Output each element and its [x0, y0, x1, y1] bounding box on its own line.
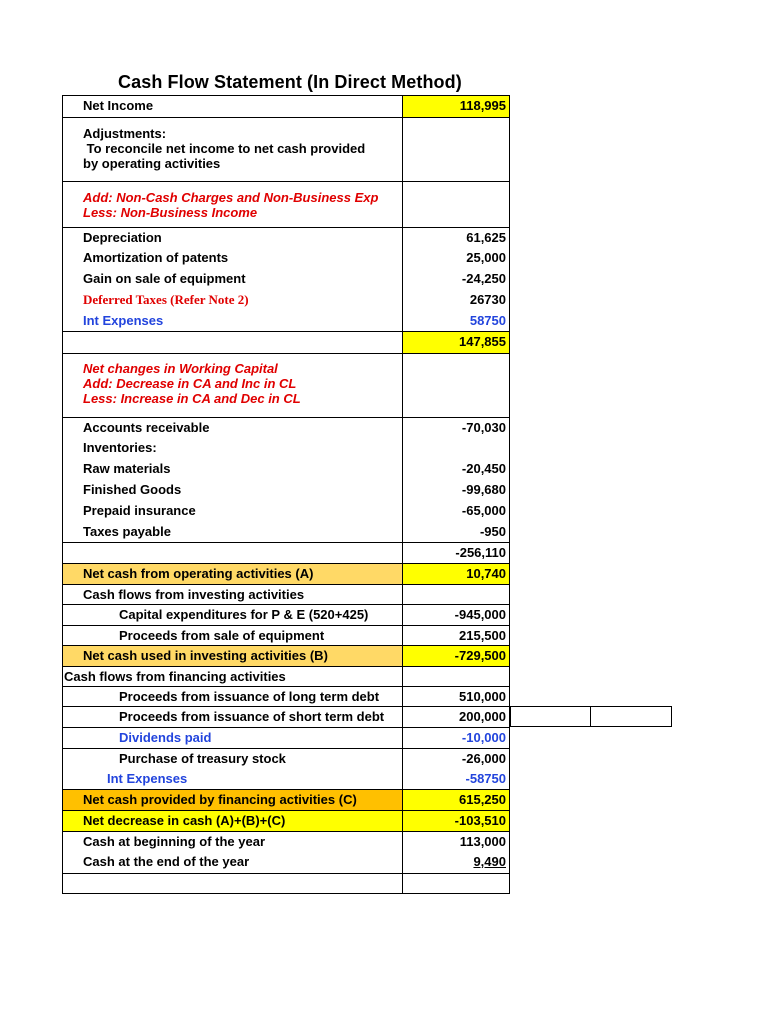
row-subtotal-2	[62, 542, 510, 563]
row-raw-materials	[62, 459, 510, 480]
int-expenses-2-label: Int Expenses	[62, 769, 402, 789]
row-amortization	[62, 248, 510, 269]
gain-sale-label: Gain on sale of equipment	[62, 269, 402, 290]
row-net-financing	[62, 789, 510, 810]
row-short-term-debt	[62, 706, 510, 727]
adjustments-value	[402, 118, 510, 181]
depreciation-value: 61,625	[402, 228, 510, 248]
row-finished-goods	[62, 480, 510, 501]
proceeds-equipment-label: Proceeds from sale of equipment	[62, 626, 402, 645]
page-title: Cash Flow Statement (In Direct Method)	[118, 72, 462, 92]
short-term-debt-value: 200,000	[402, 707, 510, 727]
row-financing-header	[62, 666, 510, 686]
row-int-expenses-2	[62, 769, 510, 789]
row-capex	[62, 604, 510, 625]
row-gain-sale	[62, 269, 510, 290]
finished-goods-label: Finished Goods	[62, 480, 402, 501]
row-taxes-payable	[62, 522, 510, 542]
extra-cell-1	[510, 706, 591, 727]
amortization-label: Amortization of patents	[62, 248, 402, 269]
capex-label: Capital expenditures for P & E (520+425)	[62, 605, 402, 625]
subtotal-1-label	[62, 332, 402, 353]
wc-header-label	[62, 354, 402, 417]
noncash-line-2: Less: Non-Business Income	[83, 205, 258, 220]
depreciation-label: Depreciation	[62, 228, 402, 248]
row-empty-bottom	[62, 873, 510, 893]
int-expenses-1-label: Int Expenses	[62, 311, 402, 331]
row-int-expenses-1	[62, 311, 510, 331]
row-subtotal-1	[62, 331, 510, 353]
net-operating-label: Net cash from operating activities (A)	[62, 564, 402, 584]
capex-value: -945,000	[402, 605, 510, 625]
taxes-payable-value: -950	[402, 522, 510, 542]
extra-cell-2	[590, 706, 672, 727]
inventories-value	[402, 438, 510, 459]
wc-line-3: Less: Increase in CA and Dec in CL	[83, 391, 301, 406]
taxes-payable-label: Taxes payable	[62, 522, 402, 542]
net-income-label: Net Income	[62, 96, 402, 117]
row-depreciation	[62, 227, 510, 248]
subtotal-2-label	[62, 543, 402, 563]
row-inventories	[62, 438, 510, 459]
inventories-label: Inventories:	[62, 438, 402, 459]
adjustments-line-2: To reconcile net income to net cash provided	[83, 141, 366, 156]
cash-end-label: Cash at the end of the year	[62, 852, 402, 873]
adjustments-line-1: Adjustments:	[83, 126, 167, 141]
empty-bottom-value	[402, 874, 510, 893]
row-treasury-stock	[62, 748, 510, 769]
row-long-term-debt	[62, 686, 510, 706]
wc-header-value	[402, 354, 510, 417]
investing-header-label: Cash flows from investing activities	[62, 585, 402, 604]
noncash-label	[62, 182, 402, 227]
row-proceeds-equipment	[62, 625, 510, 645]
accounts-receivable-label: Accounts receivable	[62, 418, 402, 438]
row-accounts-receivable	[62, 417, 510, 438]
accounts-receivable-value: -70,030	[402, 418, 510, 438]
net-decrease-label: Net decrease in cash (A)+(B)+(C)	[62, 811, 402, 831]
prepaid-insurance-value: -65,000	[402, 501, 510, 522]
net-financing-value: 615,250	[402, 790, 510, 810]
deferred-taxes-label: Deferred Taxes (Refer Note 2)	[62, 290, 402, 311]
row-adjustments	[62, 117, 510, 181]
proceeds-equipment-value: 215,500	[402, 626, 510, 645]
cash-begin-value: 113,000	[402, 832, 510, 852]
dividends-value: -10,000	[402, 728, 510, 748]
cash-begin-label: Cash at beginning of the year	[62, 832, 402, 852]
cash-end-value	[402, 852, 510, 873]
int-expenses-2-value: -58750	[402, 769, 510, 789]
row-noncash-header	[62, 181, 510, 227]
row-net-income	[62, 95, 510, 117]
empty-bottom-label	[62, 874, 402, 893]
dividends-label: Dividends paid	[62, 728, 402, 748]
financing-header-label: Cash flows from financing activities	[62, 667, 402, 686]
net-financing-label: Net cash provided by financing activities (C)	[62, 790, 402, 810]
amortization-value: 25,000	[402, 248, 510, 269]
row-wc-header	[62, 353, 510, 417]
noncash-value	[402, 182, 510, 227]
long-term-debt-label: Proceeds from issuance of long term debt	[62, 687, 402, 706]
net-decrease-value: -103,510	[402, 811, 510, 831]
subtotal-2-value: -256,110	[402, 543, 510, 563]
wc-line-1: Net changes in Working Capital	[83, 361, 278, 376]
row-net-investing	[62, 645, 510, 666]
investing-header-value	[402, 585, 510, 604]
prepaid-insurance-label: Prepaid insurance	[62, 501, 402, 522]
adjustments-label	[62, 118, 402, 181]
wc-line-2: Add: Decrease in CA and Inc in CL	[83, 376, 297, 391]
treasury-stock-value: -26,000	[402, 749, 510, 769]
cash-end-amount: 9,490	[473, 854, 506, 869]
adjustments-line-3: by operating activities	[83, 156, 221, 171]
finished-goods-value: -99,680	[402, 480, 510, 501]
row-cash-end	[62, 852, 510, 873]
row-cash-begin	[62, 831, 510, 852]
row-prepaid-insurance	[62, 501, 510, 522]
net-investing-value: -729,500	[402, 646, 510, 666]
subtotal-1-value: 147,855	[402, 332, 510, 353]
row-net-decrease	[62, 810, 510, 831]
row-net-operating	[62, 563, 510, 584]
net-investing-label: Net cash used in investing activities (B)	[62, 646, 402, 666]
int-expenses-1-value: 58750	[402, 311, 510, 331]
short-term-debt-label: Proceeds from issuance of short term debt	[62, 707, 402, 727]
long-term-debt-value: 510,000	[402, 687, 510, 706]
row-investing-header	[62, 584, 510, 604]
treasury-stock-label: Purchase of treasury stock	[62, 749, 402, 769]
row-dividends	[62, 727, 510, 748]
net-operating-value: 10,740	[402, 564, 510, 584]
financing-header-value	[402, 667, 510, 686]
noncash-line-1: Add: Non-Cash Charges and Non-Business Exp	[83, 190, 379, 205]
raw-materials-label: Raw materials	[62, 459, 402, 480]
gain-sale-value: -24,250	[402, 269, 510, 290]
deferred-taxes-value: 26730	[402, 290, 510, 311]
net-income-value: 118,995	[402, 96, 510, 117]
raw-materials-value: -20,450	[402, 459, 510, 480]
table-bottom-border	[62, 893, 510, 894]
row-deferred-taxes	[62, 290, 510, 311]
